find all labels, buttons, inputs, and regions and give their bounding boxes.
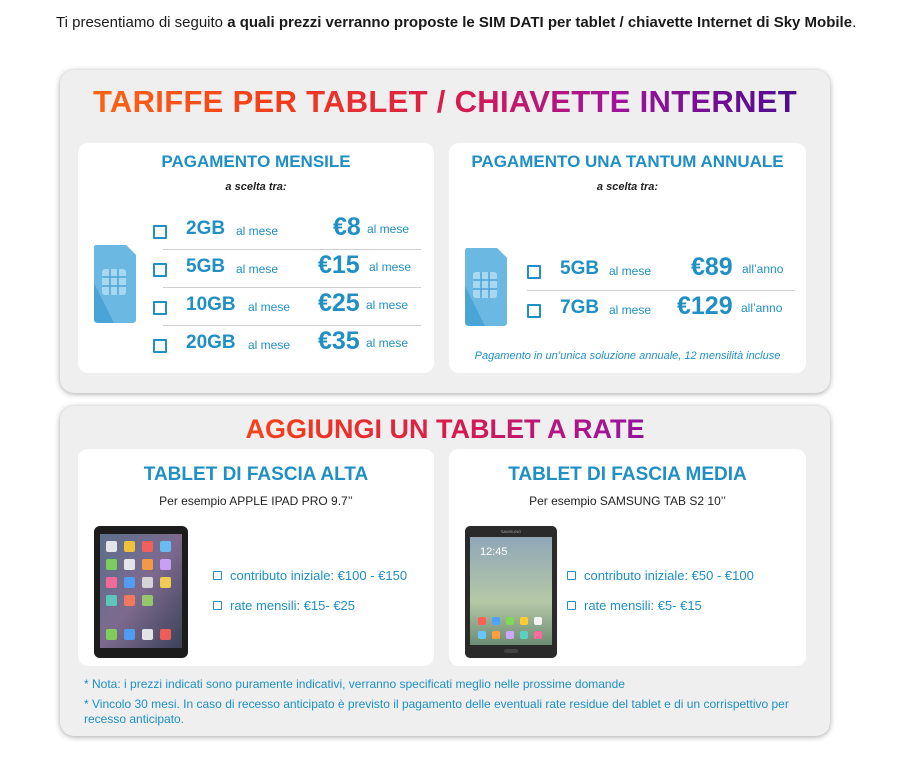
checkbox-icon[interactable] (527, 304, 541, 318)
plan-unit: al mese (609, 303, 652, 317)
samsung-tab-image (464, 525, 558, 659)
checkbox-icon[interactable] (153, 225, 167, 239)
plan-row-2gb[interactable] (153, 213, 423, 248)
plan-gb: 10GB (186, 294, 236, 315)
ipad-image (93, 525, 189, 659)
annual-card (449, 143, 806, 373)
tablet-rate-title: AGGIUNGI UN TABLET A RATE (60, 414, 830, 445)
plan-row-20gb[interactable] (153, 327, 423, 362)
intro-prefix: Ti presentiamo di seguito (56, 14, 228, 31)
plan-row-5gb-annual[interactable] (527, 253, 797, 288)
checkbox-icon[interactable] (153, 339, 167, 353)
tablet-rate-panel (60, 406, 830, 736)
annual-note: Pagamento in un’unica soluzione annuale, 12 mensilità incluse (474, 350, 781, 362)
plan-row-5gb[interactable] (153, 251, 423, 286)
plan-gb: 2GB (186, 218, 226, 239)
plan-period: all’anno (741, 301, 783, 315)
plan-unit: al mese (236, 224, 279, 238)
plan-period: al mese (366, 336, 409, 350)
intro-text (56, 14, 916, 31)
plan-unit: al mese (609, 264, 652, 278)
footnote-nota: * Nota: i prezzi indicati sono puramente indicativi, verranno specificati meglio nelle prossime domande (84, 677, 625, 691)
plan-gb: 5GB (186, 256, 226, 277)
checkbox-icon (213, 601, 222, 610)
high-tier-example: Per esempio APPLE IPAD PRO 9.7’’ (159, 494, 353, 508)
checkbox-icon[interactable] (153, 301, 167, 315)
monthly-subtitle: a scelta tra: (225, 181, 287, 193)
tablet-clock: 12:45 (480, 546, 508, 558)
plan-price: €8 (333, 213, 361, 241)
samsung-brand: SAMSUNG (500, 529, 522, 534)
sim-card-icon (463, 246, 509, 328)
high-tier-title: TABLET DI FASCIA ALTA (143, 464, 369, 485)
monthly-title: PAGAMENTO MENSILE (161, 152, 351, 171)
plan-price: €89 (691, 253, 733, 281)
divider (163, 249, 421, 250)
divider (527, 290, 795, 291)
plan-price: €15 (318, 251, 360, 279)
plan-price: €35 (318, 327, 360, 355)
mid-tier-example: Per esempio SAMSUNG TAB S2 10’’ (529, 494, 726, 508)
plan-price: €129 (677, 292, 733, 320)
monthly-card (78, 143, 434, 373)
plan-unit: al mese (248, 300, 291, 314)
plan-period: al mese (367, 222, 410, 236)
mid-rate (567, 598, 702, 613)
high-rate (213, 598, 355, 613)
intro-bold: a quali prezzi verranno proposte le SIM DATI per tablet / chiavette Internet di Sky Mobile (227, 14, 853, 31)
divider (163, 325, 421, 326)
plan-row-7gb-annual[interactable] (527, 292, 797, 327)
checkbox-icon[interactable] (153, 263, 167, 277)
mid-tier-card (449, 449, 806, 666)
high-contributo-text: contributo iniziale: €100 - €150 (230, 568, 408, 583)
intro-suffix: . (852, 14, 857, 31)
plan-period: all’anno (742, 262, 784, 276)
high-tier-card (78, 449, 434, 666)
mid-rate-text: rate mensili: €5- €15 (584, 598, 702, 613)
footnote-vincolo: * Vincolo 30 mesi. In caso di recesso anticipato è previsto il pagamento delle eventuali rate residue del tablet e di un corrispettivo per recesso anticipato. (84, 697, 789, 726)
plan-row-10gb[interactable] (153, 289, 423, 324)
checkbox-icon (213, 571, 222, 580)
mid-contributo (567, 568, 754, 583)
tariffe-title: TARIFFE PER TABLET / CHIAVETTE INTERNET (60, 84, 830, 120)
high-rate-text: rate mensili: €15- €25 (230, 598, 356, 613)
divider (163, 287, 421, 288)
plan-gb: 7GB (560, 297, 600, 318)
high-contributo (213, 568, 407, 583)
tariffe-panel (60, 70, 830, 393)
checkbox-icon (567, 601, 576, 610)
plan-unit: al mese (236, 262, 279, 276)
annual-title: PAGAMENTO UNA TANTUM ANNUALE (471, 152, 784, 171)
plan-period: al mese (366, 298, 409, 312)
mid-contributo-text: contributo iniziale: €50 - €100 (584, 568, 754, 583)
plan-gb: 20GB (186, 332, 236, 353)
mid-tier-title: TABLET DI FASCIA MEDIA (508, 464, 747, 485)
plan-period: al mese (369, 260, 412, 274)
checkbox-icon (567, 571, 576, 580)
checkbox-icon[interactable] (527, 265, 541, 279)
plan-unit: al mese (248, 338, 291, 352)
plan-price: €25 (318, 289, 360, 317)
plan-gb: 5GB (560, 258, 600, 279)
annual-subtitle: a scelta tra: (596, 181, 659, 193)
sim-card-icon (92, 243, 138, 325)
